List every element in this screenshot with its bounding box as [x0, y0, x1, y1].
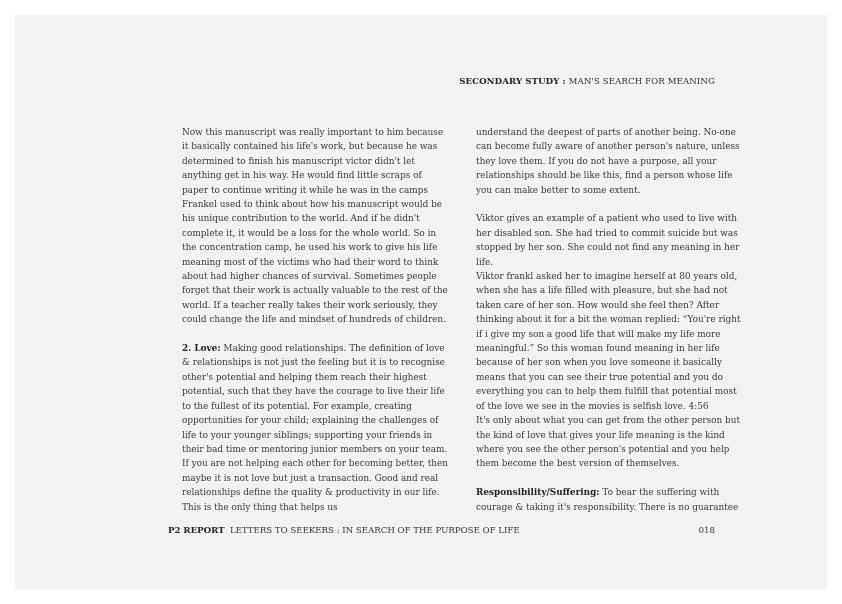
- report-page: [15, 15, 827, 589]
- paragraph-patient: Viktor gives an example of a patient who used to live with her disabled son. She had tried to commit suicide but was stopped by her son. She could not find any meaning in her life.: [476, 214, 740, 268]
- footer-report-label: P2 REPORT: [168, 526, 225, 536]
- running-footer: [168, 526, 715, 536]
- paragraph-understand: understand the deepest of parts of another being. No-one can become fully aware of another person's nature, unless they love them. If you do not have a purpose, all your relationships should be like this, find a person whose life you can make better to some extent.: [476, 128, 740, 196]
- paragraph-frankl-question: Viktor frankl asked her to imagine herself at 80 years old, when she has a life filled with pleasure, but she had not taken care of her son. How would she feel then? After thinking about it for a bit the woman replied: “You're right if i give my son a good life that will make my life more meaningful.” So this woman found meaning in her life because of her son when you love someone it basically means that you can see their true potential and you do everything you can to help them fulfill that potential most of the love we see in the movies is selfish love. 4:56: [476, 272, 741, 412]
- right-column: [476, 126, 744, 515]
- responsibility-heading: Responsibility/Suffering:: [476, 488, 600, 499]
- paragraph-true-love: It's only about what you can get from the other person but the kind of love that gives your life meaning is the kind where you see the other person's potential and you help them become the best version of themselves.: [476, 416, 741, 470]
- running-header: [459, 77, 715, 87]
- left-column: [182, 126, 450, 515]
- page-number: 018: [698, 526, 715, 536]
- love-heading: 2. Love:: [182, 344, 221, 355]
- paragraph-responsibility: [476, 486, 744, 515]
- header-section-label: SECONDARY STUDY :: [459, 77, 566, 87]
- responsibility-text: To bear the suffering with courage & taking it's responsibility. There is no guarantee: [476, 488, 739, 513]
- header-title: MAN'S SEARCH FOR MEANING: [568, 77, 715, 87]
- love-text: Making good relationships. The definition of love & relationships is not just the feeling but it is to recognise other's potential and helping them reach their highest potential, such that they have the courage to live their life to the fullest of its potential. For example, creating opportunities for your child; explaining the challenges of life to your younger siblings; supporting your friends in their bad time or mentoring junior members on your team. If you are not helping each other for becoming better, then maybe it is not love but just a transaction. Good and real relationships define the quality & productivity in our life. This is the only thing that helps us: [182, 344, 448, 513]
- paragraph-love: [182, 342, 450, 515]
- footer-title: LETTERS TO SEEKERS : IN SEARCH OF THE PURPOSE OF LIFE: [229, 526, 520, 536]
- paragraph-manuscript: Now this manuscript was really important to him because it basically contained his life's work, but because he was determined to finish his manuscript victor didn't let anything get in his way. He would find little scraps of paper to continue writing it while he was in the camps Frankel used to think about how his manuscript would be his unique contribution to the world. And if he didn't complete it, it would be a loss for the whole world. So in the concentration camp, he used his work to give his life meaning most of the victims who had their word to think about had higher chances of survival. Sometimes people forget that their work is actually valuable to the rest of the world. If a teacher really takes their work seriously, they could change the life and mindset of hundreds of children.: [182, 128, 448, 326]
